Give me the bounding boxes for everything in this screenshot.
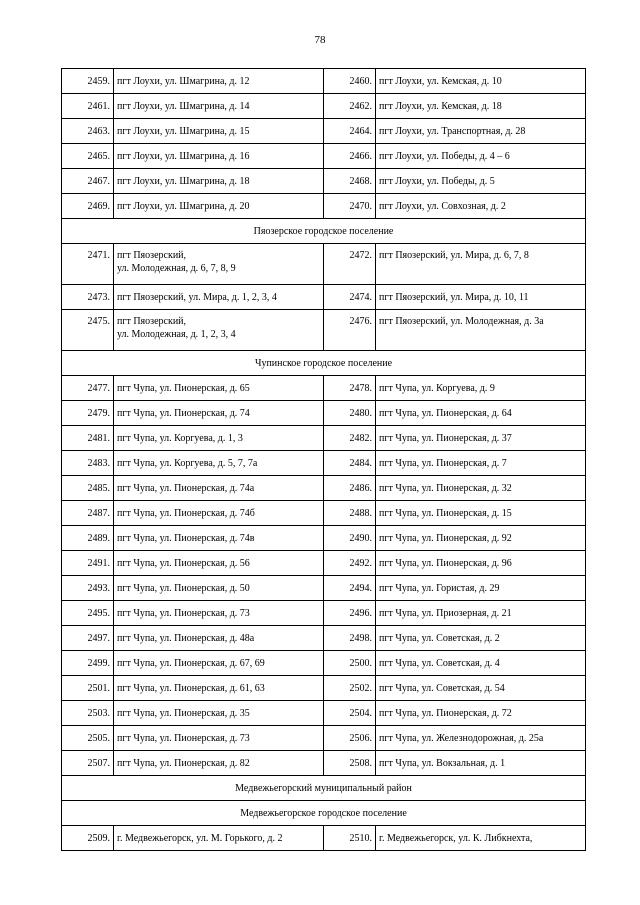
entry-address: пгт Лоухи, ул. Транспортная, д. 28 [376, 119, 586, 144]
entry-number: 2490. [324, 526, 376, 551]
entry-number: 2478. [324, 376, 376, 401]
entry-number: 2492. [324, 551, 376, 576]
entry-address: пгт Лоухи, ул. Шмагрина, д. 15 [114, 119, 324, 144]
entry-address: пгт Чупа, ул. Пионерская, д. 7 [376, 451, 586, 476]
entry-number: 2509. [62, 826, 114, 851]
entry-address: пгт Чупа, ул. Пионерская, д. 15 [376, 501, 586, 526]
table-row [62, 751, 586, 776]
entry-address: пгт Чупа, ул. Пионерская, д. 32 [376, 476, 586, 501]
entry-number: 2460. [324, 69, 376, 94]
entry-address: пгт Пяозерский, ул. Молодежная, д. 6, 7, 8, 9 [114, 244, 324, 285]
entry-address: пгт Чупа, ул. Пионерская, д. 82 [114, 751, 324, 776]
entry-number: 2493. [62, 576, 114, 601]
entry-number: 2504. [324, 701, 376, 726]
entry-address: пгт Чупа, ул. Пионерская, д. 73 [114, 726, 324, 751]
entry-address: пгт Чупа, ул. Гористая, д. 29 [376, 576, 586, 601]
section-heading: Медвежьегорский муниципальный район [62, 776, 586, 801]
entry-number: 2466. [324, 144, 376, 169]
entry-address: пгт Чупа, ул. Пионерская, д. 92 [376, 526, 586, 551]
entry-number: 2502. [324, 676, 376, 701]
entry-number: 2507. [62, 751, 114, 776]
entry-address: пгт Чупа, ул. Железнодорожная, д. 25а [376, 726, 586, 751]
entry-address: пгт Лоухи, ул. Шмагрина, д. 14 [114, 94, 324, 119]
entry-number: 2465. [62, 144, 114, 169]
entry-number: 2462. [324, 94, 376, 119]
section-heading-row [62, 801, 586, 826]
entry-number: 2484. [324, 451, 376, 476]
entry-address: пгт Лоухи, ул. Шмагрина, д. 18 [114, 169, 324, 194]
page-number: 78 [314, 34, 326, 46]
table-row [62, 244, 586, 285]
entry-address: пгт Чупа, ул. Коргуева, д. 1, 3 [114, 426, 324, 451]
entry-number: 2491. [62, 551, 114, 576]
entry-number: 2485. [62, 476, 114, 501]
table-row [62, 601, 586, 626]
entry-address: пгт Чупа, ул. Пионерская, д. 72 [376, 701, 586, 726]
entry-number: 2461. [62, 94, 114, 119]
entry-number: 2475. [62, 310, 114, 351]
entry-address: пгт Чупа, ул. Пионерская, д. 73 [114, 601, 324, 626]
section-heading: Чупинское городское поселение [62, 351, 586, 376]
entry-address: пгт Чупа, ул. Пионерская, д. 50 [114, 576, 324, 601]
entry-address: пгт Лоухи, ул. Совхозная, д. 2 [376, 194, 586, 219]
table-row [62, 144, 586, 169]
entry-number: 2503. [62, 701, 114, 726]
entry-number: 2487. [62, 501, 114, 526]
entry-address: пгт Чупа, ул. Пионерская, д. 56 [114, 551, 324, 576]
entry-number: 2473. [62, 285, 114, 310]
entry-address: г. Медвежьегорск, ул. К. Либкнехта, [376, 826, 586, 851]
entry-address: пгт Чупа, ул. Коргуева, д. 9 [376, 376, 586, 401]
entry-address: пгт Чупа, ул. Советская, д. 54 [376, 676, 586, 701]
entry-number: 2477. [62, 376, 114, 401]
entry-number: 2463. [62, 119, 114, 144]
entry-number: 2497. [62, 626, 114, 651]
entry-number: 2476. [324, 310, 376, 351]
entry-number: 2479. [62, 401, 114, 426]
entry-address: пгт Чупа, ул. Приозерная, д. 21 [376, 601, 586, 626]
entry-number: 2505. [62, 726, 114, 751]
table-row [62, 726, 586, 751]
table-row [62, 285, 586, 310]
section-heading: Медвежьегорское городское поселение [62, 801, 586, 826]
entry-address: пгт Чупа, ул. Коргуева, д. 5, 7, 7а [114, 451, 324, 476]
entry-address: пгт Лоухи, ул. Победы, д. 5 [376, 169, 586, 194]
address-table-body [62, 69, 586, 851]
table-row [62, 69, 586, 94]
entry-address: пгт Чупа, ул. Пионерская, д. 48а [114, 626, 324, 651]
section-heading-row [62, 351, 586, 376]
entry-number: 2508. [324, 751, 376, 776]
entry-address: пгт Чупа, ул. Пионерская, д. 74в [114, 526, 324, 551]
entry-address: пгт Чупа, ул. Вокзальная, д. 1 [376, 751, 586, 776]
entry-address: пгт Чупа, ул. Пионерская, д. 65 [114, 376, 324, 401]
entry-number: 2464. [324, 119, 376, 144]
entry-address: пгт Пяозерский, ул. Мира, д. 6, 7, 8 [376, 244, 586, 285]
table-row [62, 401, 586, 426]
entry-address: пгт Чупа, ул. Пионерская, д. 37 [376, 426, 586, 451]
entry-number: 2480. [324, 401, 376, 426]
table-row [62, 826, 586, 851]
entry-number: 2489. [62, 526, 114, 551]
section-heading: Пяозерское городское поселение [62, 219, 586, 244]
entry-address: пгт Чупа, ул. Пионерская, д. 61, 63 [114, 676, 324, 701]
entry-number: 2506. [324, 726, 376, 751]
entry-address: пгт Чупа, ул. Пионерская, д. 74а [114, 476, 324, 501]
entry-address: пгт Лоухи, ул. Кемская, д. 10 [376, 69, 586, 94]
entry-address: пгт Лоухи, ул. Победы, д. 4 – 6 [376, 144, 586, 169]
entry-number: 2494. [324, 576, 376, 601]
table-row [62, 451, 586, 476]
table-row [62, 169, 586, 194]
entry-number: 2488. [324, 501, 376, 526]
table-row [62, 310, 586, 351]
entry-address: пгт Лоухи, ул. Шмагрина, д. 20 [114, 194, 324, 219]
table-row [62, 501, 586, 526]
table-row [62, 551, 586, 576]
entry-number: 2495. [62, 601, 114, 626]
table-row [62, 676, 586, 701]
entry-number: 2501. [62, 676, 114, 701]
table-row [62, 119, 586, 144]
entry-number: 2498. [324, 626, 376, 651]
entry-number: 2481. [62, 426, 114, 451]
address-table [61, 68, 586, 851]
entry-address: пгт Чупа, ул. Пионерская, д. 96 [376, 551, 586, 576]
entry-address: пгт Пяозерский, ул. Молодежная, д. 1, 2, 3, 4 [114, 310, 324, 351]
entry-number: 2496. [324, 601, 376, 626]
entry-number: 2486. [324, 476, 376, 501]
entry-number: 2482. [324, 426, 376, 451]
entry-number: 2510. [324, 826, 376, 851]
table-row [62, 376, 586, 401]
entry-address: г. Медвежьегорск, ул. М. Горького, д. 2 [114, 826, 324, 851]
table-row [62, 94, 586, 119]
entry-address: пгт Чупа, ул. Советская, д. 4 [376, 651, 586, 676]
table-row [62, 626, 586, 651]
table-row [62, 701, 586, 726]
entry-number: 2467. [62, 169, 114, 194]
entry-address: пгт Лоухи, ул. Шмагрина, д. 16 [114, 144, 324, 169]
table-row [62, 426, 586, 451]
entry-address: пгт Чупа, ул. Пионерская, д. 74б [114, 501, 324, 526]
table-row [62, 526, 586, 551]
table-row [62, 476, 586, 501]
entry-number: 2468. [324, 169, 376, 194]
entry-address: пгт Чупа, ул. Пионерская, д. 74 [114, 401, 324, 426]
entry-number: 2469. [62, 194, 114, 219]
entry-number: 2472. [324, 244, 376, 285]
entry-number: 2459. [62, 69, 114, 94]
entry-address: пгт Чупа, ул. Пионерская, д. 35 [114, 701, 324, 726]
entry-number: 2474. [324, 285, 376, 310]
entry-address: пгт Пяозерский, ул. Мира, д. 1, 2, 3, 4 [114, 285, 324, 310]
entry-address: пгт Лоухи, ул. Кемская, д. 18 [376, 94, 586, 119]
entry-address: пгт Чупа, ул. Советская, д. 2 [376, 626, 586, 651]
entry-number: 2470. [324, 194, 376, 219]
entry-number: 2483. [62, 451, 114, 476]
entry-address: пгт Лоухи, ул. Шмагрина, д. 12 [114, 69, 324, 94]
entry-address: пгт Чупа, ул. Пионерская, д. 64 [376, 401, 586, 426]
table-row [62, 576, 586, 601]
entry-address: пгт Пяозерский, ул. Молодежная, д. 3а [376, 310, 586, 351]
entry-number: 2471. [62, 244, 114, 285]
entry-address: пгт Пяозерский, ул. Мира, д. 10, 11 [376, 285, 586, 310]
entry-number: 2499. [62, 651, 114, 676]
section-heading-row [62, 219, 586, 244]
table-row [62, 651, 586, 676]
entry-address: пгт Чупа, ул. Пионерская, д. 67, 69 [114, 651, 324, 676]
entry-number: 2500. [324, 651, 376, 676]
section-heading-row [62, 776, 586, 801]
table-row [62, 194, 586, 219]
